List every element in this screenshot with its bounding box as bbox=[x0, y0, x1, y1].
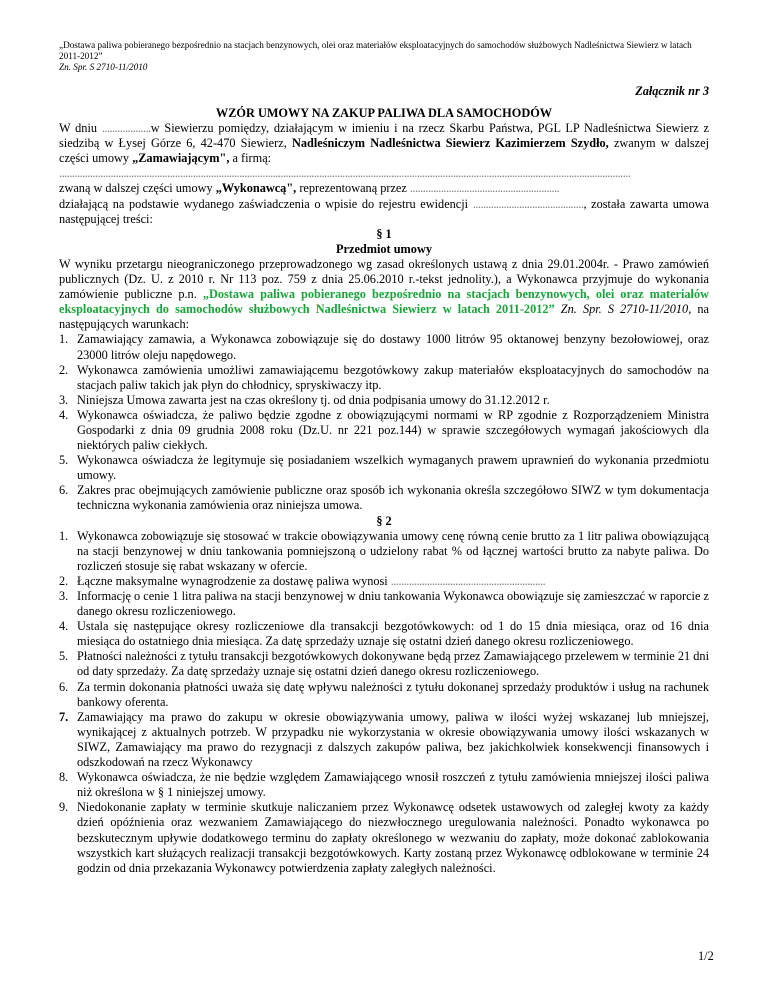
item-number: 5. bbox=[59, 453, 69, 468]
intro-text: działającą na podstawie wydanego zaświadczenia o wpisie do rejestru ewidencji bbox=[59, 196, 473, 211]
item-text: Płatności należności z tytułu transakcji bezgotówkowych dokonywane będą przez Zamawiającego przelewem w terminie 21 dni od daty sprzedaży. Za datę sprzedaży uznaje się ostatni dzień danego okresu rozliczeniowego. bbox=[77, 649, 709, 679]
section-1-heading: Przedmiot umowy bbox=[336, 241, 432, 256]
list-item bbox=[59, 393, 709, 408]
list-item bbox=[59, 408, 709, 453]
registry-paragraph bbox=[59, 197, 709, 227]
company-blank-line: .............................................................................................................................................................................................................................. bbox=[59, 166, 631, 181]
registry-blank: ........................................... bbox=[472, 196, 584, 211]
intro-text: reprezentowaną przez bbox=[296, 181, 410, 196]
section-2-number: § 2 bbox=[376, 513, 392, 528]
item-text: Zamawiający ma prawo do zakupu w okresie obowiązywania umowy, paliwa w ilości wyżej wskazanej lub mniejszej, wynikającej z aktualnych potrzeb. W przypadku nie wykorzystania w okresie obowiązywania umowy ilości wskazanych w SIWZ, Zamawiający ma prawo do rezygnacji z dalszych zakupów paliwa, bez jakichkolwiek konsekwencji finansowych i odszkodowań na rzecz Wykonawcy bbox=[77, 709, 709, 770]
item-text: Łączne maksymalne wynagrodzenie za dostawę paliwa wynosi bbox=[77, 573, 388, 588]
list-item bbox=[59, 800, 709, 875]
item-number: 6. bbox=[59, 679, 69, 694]
section-text: , na następujących warunkach: bbox=[59, 302, 709, 332]
item-text: Niedokonanie zapłaty w terminie skutkuje naliczaniem przez Wykonawcę odsetek ustawowych od zaległej kwoty za każdy dzień opóźnienia oraz wezwaniem Zamawiającego do niezwłocznego uregulowania należności. Ponadto wykonawca po bezskutecznym upływie dodatkowego terminu do zapłaty określonego w wezwaniu do zapłaty, może dokonać zablokowania wszystkich kart służących realizacji transakcji bezgotówkowych. Karty zostaną przez Wykonawcę odblokowane w terminie 24 godzin od dnia przekazania Wykonawcy potwierdzenia zapłaty zaległych należności. bbox=[77, 800, 709, 875]
header-case-code: Zn. Spr. S 2710-11/2010 bbox=[59, 62, 148, 72]
document-body bbox=[59, 84, 709, 876]
item-text: Wykonawca oświadcza, że nie będzie względem Zamawiającego wnosił roszczeń z tytułu zamówienia mniejszej ilości paliwa niż określona w § 1 niniejszej umowy. bbox=[77, 770, 709, 800]
list-item bbox=[59, 710, 709, 770]
section-2-list bbox=[59, 529, 709, 876]
list-item bbox=[59, 332, 709, 362]
forester-name: Nadleśniczym Nadleśnictwa Siewierz Kazimierzem Szydło, bbox=[291, 136, 609, 151]
intro-text: W dniu bbox=[59, 121, 102, 136]
document-title: WZÓR UMOWY NA ZAKUP PALIWA DLA SAMOCHODÓW bbox=[215, 106, 553, 121]
contractor-paragraph bbox=[59, 181, 709, 196]
item-text: Wykonawca oświadcza że legitymuje się posiadaniem wszelkich wymaganych prawem uprawnień do wykonania przedmiotu umowy. bbox=[77, 453, 709, 483]
intro-text: , została zawarta umowa następującej treści: bbox=[59, 196, 709, 226]
item-text: Wykonawca zamówienia umożliwi zamawiającemu bezgotówkowy zakup materiałów eksploatacyjnych do samochodów na stacjach paliw takich jak płyn do chłodnicy, spryskiwaczy itp. bbox=[77, 362, 709, 392]
intro-text: a firmą: bbox=[229, 151, 272, 166]
list-item bbox=[59, 529, 709, 574]
item-number: 9. bbox=[59, 800, 69, 815]
item-text: Zamawiający zamawia, a Wykonawca zobowiązuje się do dostawy 1000 litrów 95 oktanowej benzyny bezołowiowej, oraz 23000 litrów oleju napędowego. bbox=[77, 332, 709, 362]
header-title: „Dostawa paliwa pobieranego bezpośrednio na stacjach benzynowych, olei oraz materiałów eksploatacyjnych do samochodów służbowych Nadleśnictwa Siewierz w latach 2011-2012” bbox=[59, 40, 692, 61]
section-1-number: § 1 bbox=[376, 226, 392, 241]
item-text: Zakres prac obejmujących zamówienie publiczne oraz sposób ich wykonania określa szczegółowo SIWZ w tym dokumentacja techniczna wykonania zamówienia oraz niniejsza umowa. bbox=[77, 483, 709, 513]
list-item bbox=[59, 619, 709, 649]
list-item bbox=[59, 589, 709, 619]
item-text: Wykonawca zobowiązuje się stosować w trakcie obowiązywania umowy cenę równą cenie brutto za 1 litr paliwa obowiązującą na stacji benzynowej w dniu tankowania pomniejszoną o udzielony rabat % od łącznej wartości brutto za nabyte paliwa. Do rozliczeń stosuje się rabat wskazany w ofercie. bbox=[77, 528, 709, 573]
item-number: 8. bbox=[59, 770, 69, 785]
intro-text: zwanym w dalszej części umowy bbox=[59, 136, 709, 166]
section-1-list bbox=[59, 332, 709, 513]
list-item bbox=[59, 770, 709, 800]
list-item bbox=[59, 483, 709, 513]
item-number: 1. bbox=[59, 332, 69, 347]
contractor-term: „Wykonawcą", bbox=[215, 181, 297, 196]
item-number: 2. bbox=[59, 573, 69, 588]
item-text: Za termin dokonania płatności uważa się datę wpływu należności z tytułu dokonanej sprzedaży produktów i usług na rachunek bankowy oferenta. bbox=[77, 679, 709, 709]
section-text: W wyniku przetargu nieograniczonego przeprowadzonego wg zasad określonych ustawą z dnia 29.01.2004r. - Prawo zamówień publicznych (Dz. U. z 2010 r. Nr 113 poz. 759 z dnia 25.06.2010 r.-tekst jednolity.), a Wykonawca przyjmuje do wykonania zamówienie publiczne p.n. bbox=[59, 256, 709, 302]
annex-label: Załącznik nr 3 bbox=[635, 84, 709, 98]
item-text: Wykonawca oświadcza, że paliwo będzie zgodne z obowiązującymi normami w RP zgodnie z Rozporządzeniem Ministra Gospodarki z dnia 09 grudnia 2008 roku (Dz.U. nr 221 poz.144) w sprawie szczegółowych wymagań jakościowych dla niektórych paliw ciekłych. bbox=[77, 407, 709, 453]
list-item bbox=[59, 453, 709, 483]
item-number: 7. bbox=[59, 709, 69, 724]
item-text: Niniejsza Umowa zawarta jest na czas określony tj. od dnia podpisania umowy do 31.12.2012 r. bbox=[77, 392, 550, 407]
contract-subject-title: „Dostawa paliwa pobieranego bezpośrednio na stacjach benzynowych, olei oraz materiałów eksploatacyjnych do samochodów służbowych Nadleśnictwa Siewierz w latach 2011-2012” bbox=[59, 287, 709, 317]
section-1-intro bbox=[59, 257, 709, 332]
date-blank: ................... bbox=[101, 121, 151, 136]
ordering-party-term: „Zamawiającym", bbox=[132, 151, 230, 166]
item-number: 6. bbox=[59, 483, 69, 498]
item-number: 3. bbox=[59, 392, 69, 407]
running-header bbox=[59, 40, 709, 73]
list-item bbox=[59, 649, 709, 679]
list-item bbox=[59, 574, 709, 589]
intro-text: zwaną w dalszej części umowy bbox=[59, 181, 216, 196]
case-code: Zn. Spr. S 2710-11/2010 bbox=[554, 302, 689, 317]
item-number: 4. bbox=[59, 407, 69, 422]
item-number: 1. bbox=[59, 528, 69, 543]
item-number: 3. bbox=[59, 589, 69, 603]
item-text: Informację o cenie 1 litra paliwa na stacji benzynowej w dniu tankowania Wykonawca obowiązuje się zamieszczać w raporcie z danego okresu rozliczeniowego. bbox=[77, 589, 709, 619]
intro-text: w Siewierzu pomiędzy, działającym w imieniu i na rzecz Skarbu Państwa, PGL LP Nadleśnictwa Siewierz z siedzibą w Łysej Górze 6, 42-470 Siewierz, bbox=[59, 121, 709, 151]
representative-blank: .......................................................... bbox=[409, 181, 560, 196]
item-number: 5. bbox=[59, 649, 69, 664]
intro-paragraph bbox=[59, 121, 709, 166]
amount-blank: ............................................................ bbox=[390, 573, 546, 588]
page-number: 1/2 bbox=[698, 949, 714, 963]
list-item bbox=[59, 680, 709, 710]
item-number: 4. bbox=[59, 619, 69, 634]
list-item bbox=[59, 363, 709, 393]
item-number: 2. bbox=[59, 362, 69, 377]
item-text: Ustala się następujące okresy rozliczeniowe dla transakcji bezgotówkowych: od 1 do 15 dnia miesiąca, oraz od 16 dnia miesiąca do ostatniego dnia miesiąca. Za datę sprzedaży uznaje się ostatni dzień danego okresu rozliczeniowego. bbox=[77, 619, 709, 649]
